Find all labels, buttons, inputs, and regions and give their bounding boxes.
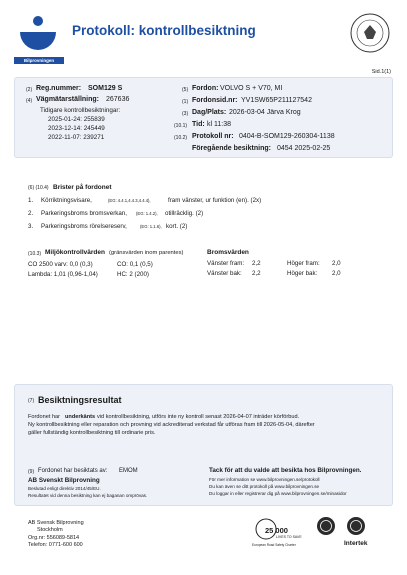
badge-caption: European Road Safety Charter	[252, 543, 296, 547]
defects-title: Brister på fordonet	[53, 184, 112, 191]
bilprovningen-logo-icon	[18, 14, 58, 58]
footer-city: Stockholm	[37, 527, 63, 533]
dag-label: Dag/Plats:	[192, 109, 227, 116]
protocol-label: Protokoll nr:	[192, 133, 234, 140]
brake-vf-label: Vänster fram:	[207, 260, 245, 267]
brake-vf-value: 2,2	[252, 260, 261, 267]
tid-label: Tid:	[192, 121, 205, 128]
reg-label: Reg.nummer:	[36, 85, 82, 92]
intertek-logo: Intertek	[344, 540, 368, 547]
certification-1-icon	[316, 516, 336, 536]
defect-num: 1.	[28, 197, 34, 204]
emission-hc: HC: 2 (200)	[117, 271, 149, 278]
emission-lambda: Lambda: 1,01 (0,96-1,04)	[28, 271, 98, 278]
page-number: Sid.1(1)	[371, 69, 391, 75]
defect-text: Parkeringsbroms bromsverkan,	[41, 210, 127, 217]
result-line2: Ny kontrollbesiktning eller reparation och provning vid ackrediterad verkstad får utföras fram till 2026-05-04, därefter	[28, 422, 315, 428]
earlier-3: 2022-11-07: 239271	[48, 134, 105, 141]
info-line-3: Du loggar in eller registrerar dig på www.bilprovningen.se/minasidor	[209, 491, 347, 496]
result-line1-a: Fordonet har	[28, 414, 61, 420]
info-line-2: Du kan även se ditt protokoll på www.bilprovningen.se	[209, 484, 320, 489]
footer-phone: Telefon: 0771-600 600	[28, 542, 83, 548]
prev-inspection-label: Föregående besiktning:	[192, 145, 271, 152]
dag-prefix: (3)	[182, 111, 189, 117]
decision-text: Beslutad enligt direktiv 2014/45/EU.	[28, 486, 101, 491]
page-title: Protokoll: kontrollbesiktning	[72, 23, 256, 38]
brakes-title: Bromsvärden	[207, 249, 249, 256]
result-card	[14, 384, 393, 506]
brake-vb-label: Vänster bak:	[207, 270, 242, 277]
brake-hf-value: 2,0	[332, 260, 341, 267]
inspector-label: Fordonet har besiktats av:	[38, 468, 108, 474]
footer-orgnr: Org.nr: 556089-5814	[28, 535, 80, 541]
footer-company: AB Svensk Bilprovning	[28, 520, 84, 526]
logo-wordmark: Bilprovningen	[14, 57, 64, 64]
vehicle-info-card	[14, 77, 393, 158]
inspector-value: EMOM	[119, 468, 138, 474]
protocol-value: 0404-B-SOM129-260304-1138	[239, 133, 335, 140]
inspecting-company: AB Svenskt Bilprovning	[28, 477, 100, 484]
tid-prefix: (10.1)	[174, 123, 188, 129]
result-line1-c: vid kontrollbesiktning, utförs inte ny kontroll senast 2026-04-07 inträder körförbud.	[97, 414, 300, 420]
emission-co: CO: 0,1 (0,5)	[117, 261, 153, 268]
fordon-value: VOLVO S + V70, MI	[220, 85, 283, 92]
printed-note: Resultatet vid denna besiktning kan ej baganan omprövas.	[28, 493, 148, 498]
fordon-label: Fordon:	[192, 85, 219, 92]
defect-num: 3.	[28, 223, 34, 230]
meter-prefix: (4)	[26, 98, 33, 104]
badge-sub: LIVES TO SAVE	[276, 535, 302, 539]
result-status: underkänts	[65, 414, 96, 420]
protocol-prefix: (10.2)	[174, 135, 188, 141]
defect-rest: otillräcklig. (2)	[165, 210, 204, 217]
defects-prefix: (6) (10.4)	[28, 185, 49, 191]
reg-value: SOM129 S	[88, 85, 123, 92]
meter-label: Vägmätarställning:	[36, 96, 100, 103]
emissions-subtitle: (gränsvärden inom parentes)	[109, 250, 184, 256]
info-line-1: För mer information se www.bilprovningen.se/protokoll	[209, 477, 320, 482]
reg-prefix: (2)	[26, 87, 33, 93]
certification-2-icon	[346, 516, 366, 536]
result-prefix: (7)	[28, 398, 35, 404]
earlier-label: Tidigare kontrollbesiktningar:	[40, 107, 121, 114]
brake-hf-label: Höger fram:	[287, 260, 320, 267]
earlier-1: 2025-01-24: 255839	[48, 116, 105, 123]
fid-value: YV1SW65P211127542	[241, 97, 312, 104]
defect-code: (EG: 4.4.1,4.4.3,4.4.4),	[108, 198, 151, 203]
fordon-prefix: (5)	[182, 87, 189, 93]
prev-inspection-value: 0454 2025-02-25	[277, 145, 331, 152]
fid-prefix: (1)	[182, 99, 189, 105]
brake-hb-value: 2,0	[332, 270, 341, 277]
defect-code: (EG: 1.4.2),	[136, 211, 158, 216]
result-line3: gäller fullständig kontrollbesiktning till ordinarie pris.	[28, 430, 156, 436]
brake-hb-label: Höger bak:	[287, 270, 318, 277]
emissions-prefix: (10.3)	[28, 251, 42, 257]
emissions-title: Miljökontrollvärden	[45, 249, 105, 256]
inspector-prefix: (9)	[28, 469, 35, 475]
fid-label: Fordonsid.nr:	[192, 97, 238, 104]
defect-num: 2.	[28, 210, 34, 217]
badge-number: 25 000	[265, 526, 288, 535]
brake-vb-value: 2,2	[252, 270, 261, 277]
tid-value: kl 11:38	[207, 121, 231, 128]
defect-rest: fram vänster, ur funktion (en). (2x)	[168, 197, 262, 204]
defect-text: Parkeringsbroms rörelsereserv,	[41, 223, 127, 230]
thanks-text: Tack för att du valde att besikta hos Bilprovningen.	[209, 467, 362, 474]
defect-rest: kort. (2)	[166, 223, 188, 230]
swedac-seal-icon	[349, 12, 391, 54]
result-title: Besiktningsresultat	[38, 395, 122, 405]
earlier-2: 2023-12-14: 245449	[48, 125, 105, 132]
defect-code: (EG: 1.1.6),	[140, 224, 162, 229]
meter-value: 267636	[106, 96, 130, 103]
defect-text: Körriktningsvisare,	[41, 197, 92, 204]
emission-co-2500: CO 2500 varv: 0,0 (0,3)	[28, 261, 93, 268]
dag-value: 2026-03-04 Järva Krog	[229, 109, 301, 116]
